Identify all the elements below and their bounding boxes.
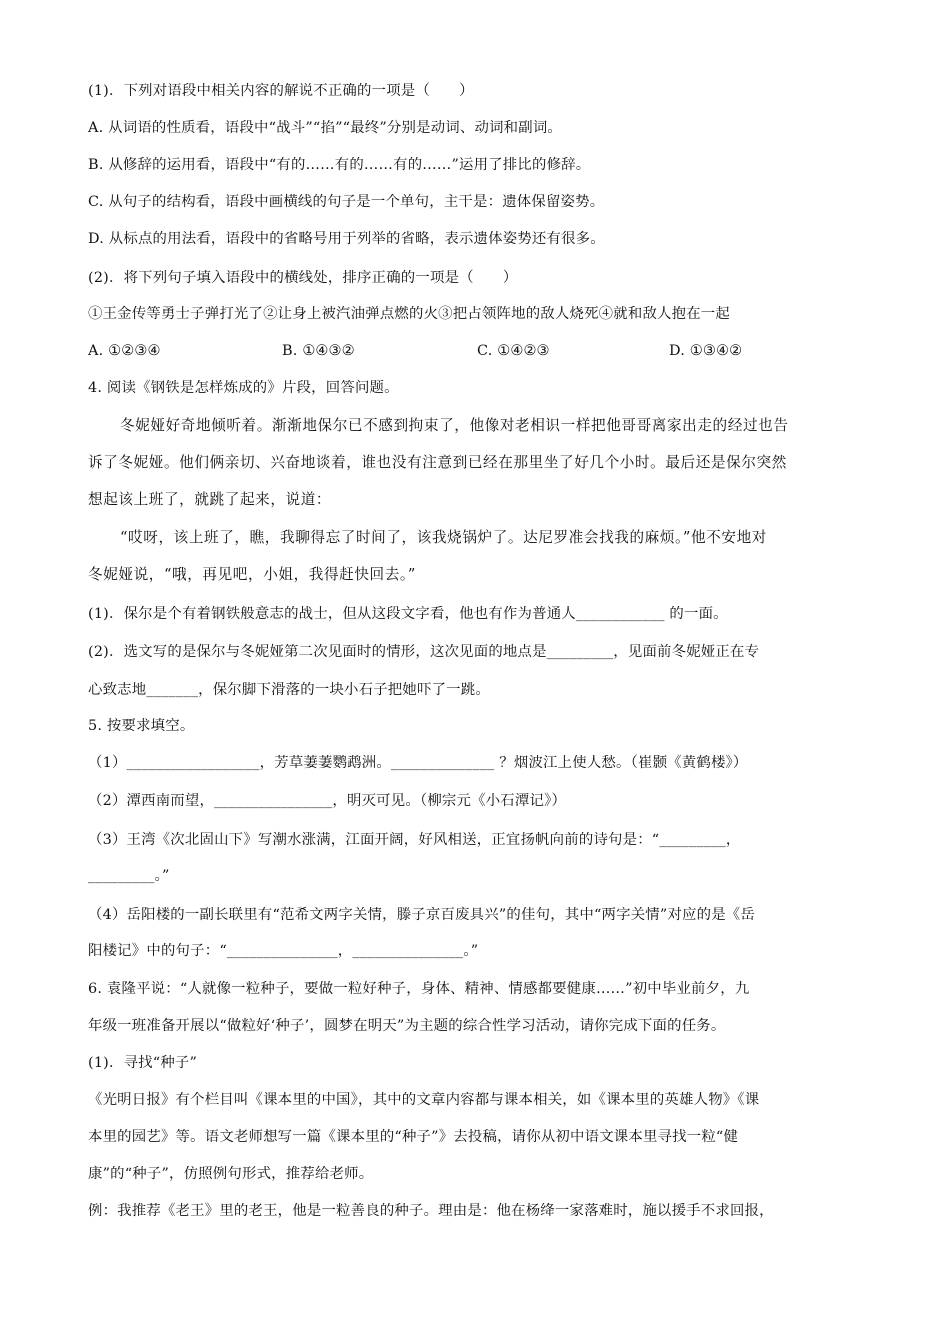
q6-example: 例：我推荐《老王》里的老王，他是一粒善良的种子。理由是：他在杨绛一家落难时，施以援手不求回报， — [88, 1203, 774, 1219]
q4-passage-line: “哎呀，该上班了，瞧，我聊得忘了时间了，该我烧锅炉了。达尼罗准会找我的麻烦。”他不安地对 — [120, 529, 767, 546]
q5-item-3: （3）王湾《次北固山下》写潮水涨满，江面开阔，好风相送，正宜扬帆向前的诗句是：“_________， — [88, 832, 741, 848]
q3-sub2-options — [88, 341, 868, 361]
q3-sub2-stem: (2)．将下列句子填入语段中的横线处，排序正确的一项是（ ） — [88, 270, 518, 286]
q5-item-3-cont: _________。” — [88, 868, 170, 884]
q3-sub1-option-a: A. 从词语的性质看，语段中“战斗”“掐”“最终”分别是动词、动词和副词。 — [88, 120, 563, 136]
q6-task1-body-line: 康”的“种子”，仿照例句形式，推荐给老师。 — [88, 1166, 374, 1182]
q4-passage-line: 想起该上班了，就跳了起来，说道： — [88, 491, 332, 508]
q5-item-4-cont: 阳楼记》中的句子：“_______________，_______________。” — [88, 943, 479, 959]
q5-item-4: （4）岳阳楼的一副长联里有“范希文两字关情，滕子京百废具兴”的佳句，其中“两字关情”对应的是《岳 — [88, 907, 755, 923]
q3-sub2-option-b: B. ①④③② — [282, 343, 355, 359]
q4-passage-line: 冬妮娅说，“哦，再见吧，小姐，我得赶快回去。” — [88, 566, 416, 583]
q6-task1-body-line: 《光明日报》有个栏目叫《课本里的中国》，其中的文章内容都与课本相关，如《课本里的英雄人物》《课 — [88, 1092, 760, 1108]
q3-sub2-option-a: A. ①②③④ — [88, 343, 161, 359]
q3-sub2-option-c: C. ①④②③ — [477, 343, 550, 359]
q5-item-2: （2）潭西南而望，________________，明灭可见。（柳宗元《小石潭记》） — [88, 793, 567, 809]
q3-sub2-option-d: D. ①③④② — [669, 343, 743, 359]
q3-sub2-sentences: ①王金传等勇士子弹打光了②让身上被汽油弹点燃的火③把占领阵地的敌人烧死④就和敌人抱在一起 — [88, 306, 730, 322]
q3-sub1-option-c: C. 从句子的结构看，语段中画横线的句子是一个单句，主干是：遗体保留姿势。 — [88, 194, 605, 210]
q4-passage-line: 诉了冬妮娅。他们俩亲切、兴奋地谈着，谁也没有注意到已经在那里坐了好几个小时。最后还是保尔突然 — [88, 454, 787, 471]
q5-item-1: （1）__________________，芳草萋萋鹦鹉洲。______________ ？烟波江上使人愁。（崔颢《黄鹤楼》） — [88, 755, 748, 771]
q4-passage-line: 冬妮娅好奇地倾听着。渐渐地保尔已不感到拘束了，他像对老相识一样把他哥哥离家出走的经过也告 — [120, 417, 789, 434]
q6-intro-line: 6. 袁隆平说：“人就像一粒种子，要做一粒好种子，身体、精神、情感都要健康……”初中毕业前夕，九 — [88, 981, 750, 997]
q5-heading: 5. 按要求填空。 — [88, 718, 195, 734]
q6-task1-body-line: 本里的园艺》等。语文老师想写一篇《课本里的“种子”》去投稿，请你从初中语文课本里寻找一粒“健 — [88, 1129, 739, 1145]
q3-sub1-stem: (1)．下列对语段中相关内容的解说不正确的一项是（ ） — [88, 83, 474, 99]
q3-sub1-option-b: B. 从修辞的运用看，语段中“有的……有的……有的……”运用了排比的修辞。 — [88, 157, 591, 173]
q6-task1-title: (1)．寻找“种子” — [88, 1055, 198, 1071]
q4-heading: 4. 阅读《钢铁是怎样炼成的》片段，回答问题。 — [88, 380, 399, 396]
q3-sub1-option-d: D. 从标点的用法看，语段中的省略号用于列举的省略，表示遗体姿势还有很多。 — [88, 231, 605, 247]
q4-sub2-line: 心致志地_______，保尔脚下滑落的一块小石子把她吓了一跳。 — [88, 682, 490, 698]
q4-sub1: (1)．保尔是个有着钢铁般意志的战士，但从这段文字看，他也有作为普通人____________ 的一面。 — [88, 606, 728, 622]
q4-sub2-line: (2)．选文写的是保尔与冬妮娅第二次见面时的情形，这次见面的地点是_________，见面前冬妮娅正在专 — [88, 644, 760, 660]
q6-intro-line: 年级一班准备开展以“做粒好‘种子’，圆梦在明天”为主题的综合性学习活动，请你完成下面的任务。 — [88, 1018, 726, 1034]
